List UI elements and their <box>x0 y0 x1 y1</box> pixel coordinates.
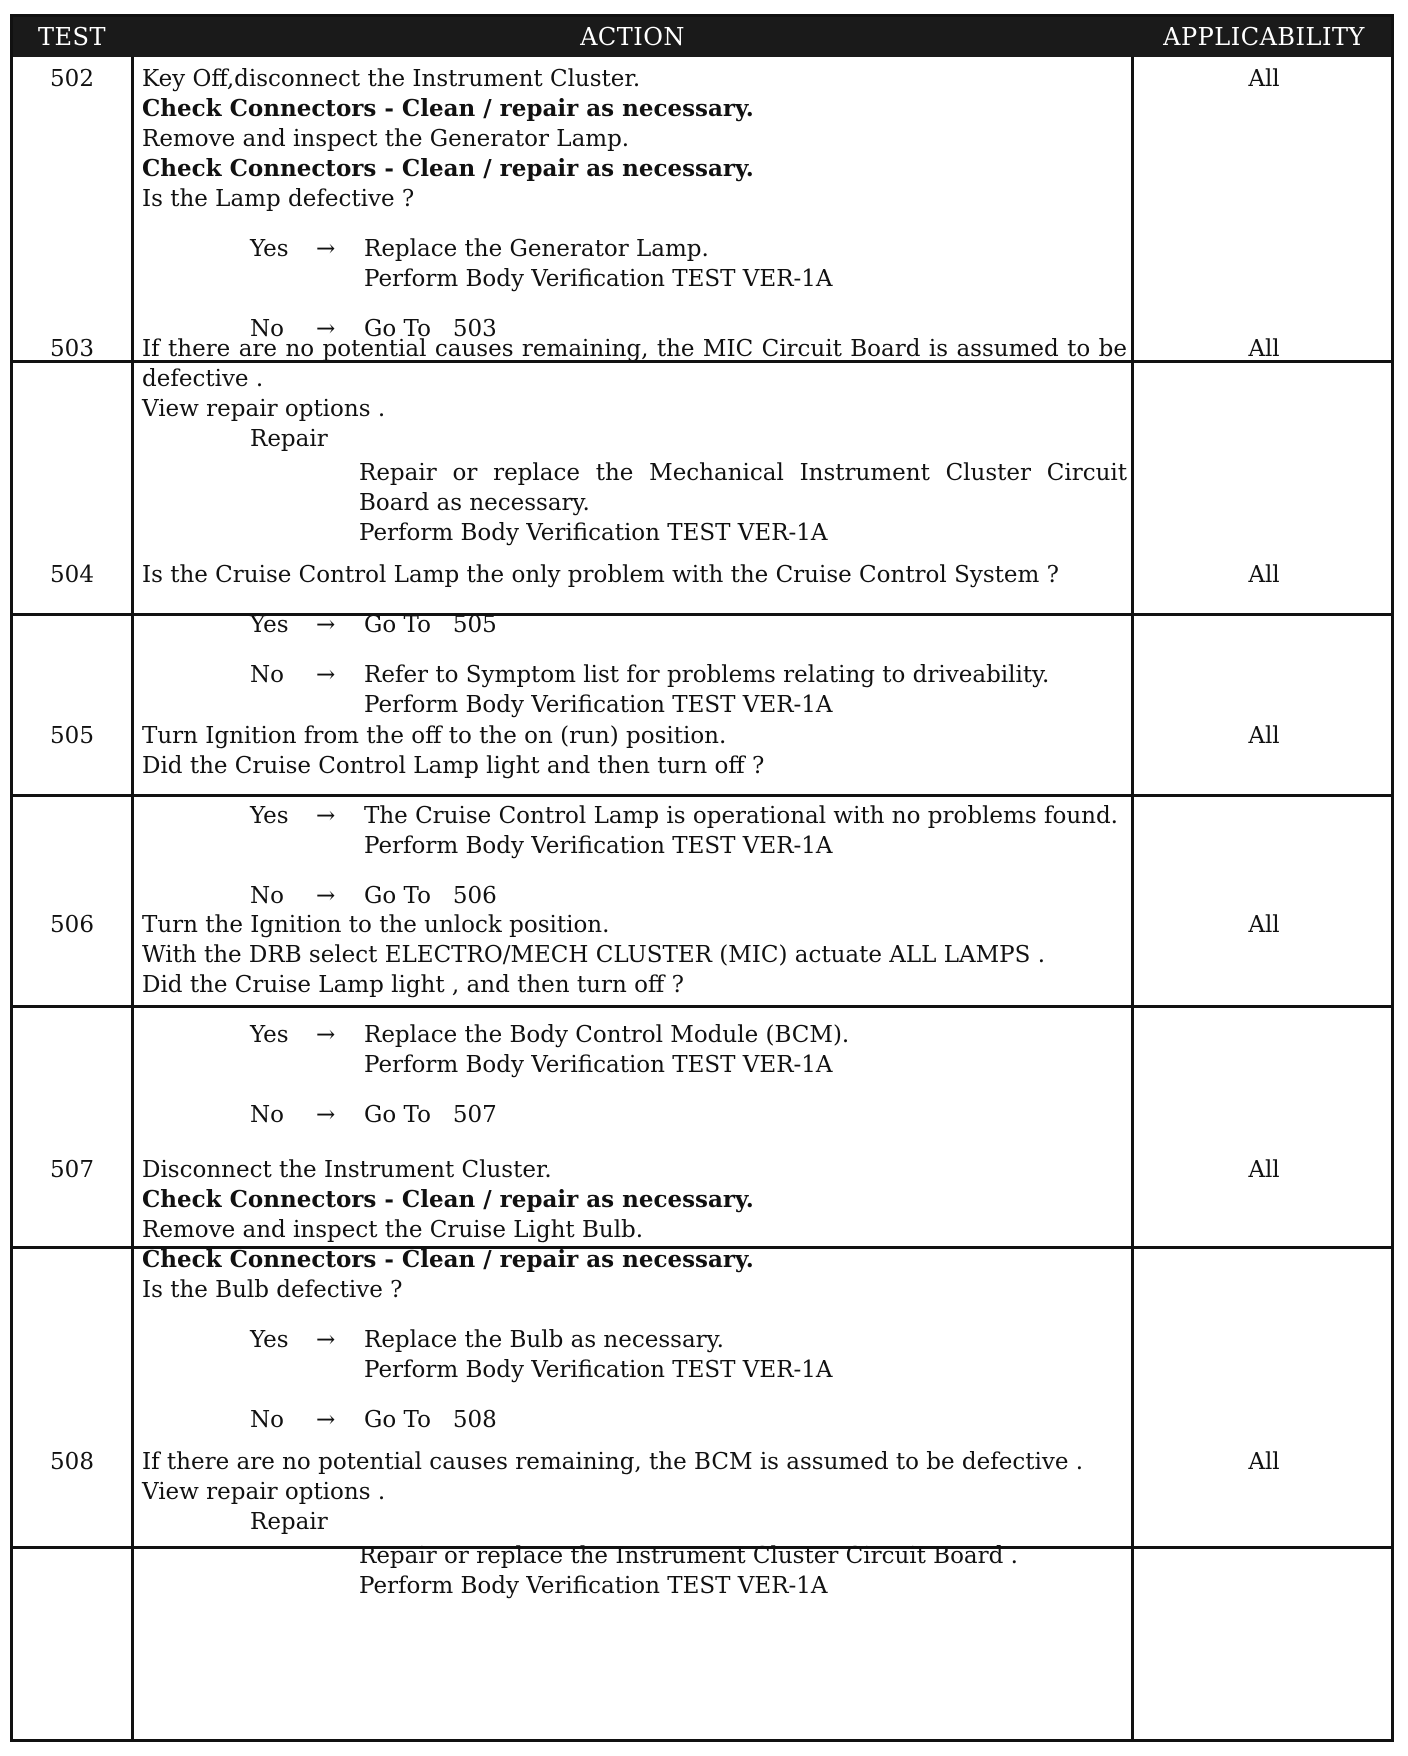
test-number: 506 <box>50 912 94 938</box>
action-line: Is the Cruise Control Lamp the only problem with the Cruise Control System ? <box>142 562 1059 588</box>
repair-text: Perform Body Verification TEST VER-1A <box>359 1573 828 1599</box>
applicability-value: All <box>1248 66 1280 92</box>
branch-result: Perform Body Verification TEST VER-1A <box>364 833 833 859</box>
action-506 <box>142 910 1127 1130</box>
no-label: No <box>250 1102 284 1128</box>
branch-result: The Cruise Control Lamp is operational with no problems found. <box>364 803 1118 829</box>
repair-text: Perform Body Verification TEST VER-1A <box>359 520 828 546</box>
action-line: Disconnect the Instrument Cluster. <box>142 1157 552 1183</box>
column-divider <box>1131 57 1134 1739</box>
branch-result: Go To 508 <box>364 1407 497 1433</box>
action-line-bold: Check Connectors - Clean / repair as necessary. <box>142 95 754 122</box>
action-line: Did the Cruise Control Lamp light and then turn off ? <box>142 753 765 779</box>
arrow-icon: → <box>316 1327 336 1353</box>
applicability-value: All <box>1248 1449 1280 1475</box>
repair-text: Repair or replace the Mechanical Instrument Cluster Circuit Board as necessary. <box>359 460 1127 516</box>
action-507 <box>142 1155 1127 1435</box>
action-line: Turn Ignition from the off to the on (run) position. <box>142 723 727 749</box>
test-number: 504 <box>50 562 94 588</box>
yes-branch <box>142 234 1127 294</box>
branch-result: Go To 507 <box>364 1102 497 1128</box>
branch-result: Replace the Bulb as necessary. <box>364 1327 724 1353</box>
arrow-icon: → <box>316 662 336 688</box>
arrow-icon: → <box>316 612 336 638</box>
branch-result: Replace the Body Control Module (BCM). <box>364 1022 850 1048</box>
no-label: No <box>250 662 284 688</box>
no-label: No <box>250 316 284 342</box>
action-line-bold: Check Connectors - Clean / repair as necessary. <box>142 1186 754 1213</box>
action-line: With the DRB select ELECTRO/MECH CLUSTER (MIC) actuate ALL LAMPS . <box>142 942 1046 968</box>
test-number: 502 <box>50 66 94 92</box>
applicability-value: All <box>1248 723 1280 749</box>
yes-label: Yes <box>250 1022 289 1048</box>
arrow-icon: → <box>316 316 336 342</box>
action-505 <box>142 721 1127 911</box>
applicability-value: All <box>1248 336 1280 362</box>
arrow-icon: → <box>316 803 336 829</box>
branch-result: Refer to Symptom list for problems relating to driveability. <box>364 662 1050 688</box>
repair-label: Repair <box>250 426 328 452</box>
yes-branch <box>142 1020 1127 1080</box>
branch-result: Perform Body Verification TEST VER-1A <box>364 266 833 292</box>
yes-label: Yes <box>250 236 289 262</box>
yes-label: Yes <box>250 803 289 829</box>
action-502 <box>142 64 1127 344</box>
header-applicability: APPLICABILITY <box>1163 23 1365 51</box>
branch-result: Go To 506 <box>364 883 497 909</box>
no-branch <box>142 660 1127 720</box>
action-line: Remove and inspect the Generator Lamp. <box>142 126 630 152</box>
action-line: Is the Lamp defective ? <box>142 186 415 212</box>
repair-text: Repair or replace the Instrument Cluster Circuit Board . <box>359 1543 1018 1569</box>
branch-result: Perform Body Verification TEST VER-1A <box>364 1052 833 1078</box>
yes-branch <box>142 1325 1127 1385</box>
arrow-icon: → <box>316 1022 336 1048</box>
diagnostic-test-table <box>10 14 1394 1742</box>
column-divider <box>131 57 134 1739</box>
action-line: Is the Bulb defective ? <box>142 1277 403 1303</box>
arrow-icon: → <box>316 236 336 262</box>
no-branch <box>142 881 1127 911</box>
branch-result: Perform Body Verification TEST VER-1A <box>364 1357 833 1383</box>
action-line: Key Off,disconnect the Instrument Cluster. <box>142 66 641 92</box>
action-line: View repair options . <box>142 1479 386 1505</box>
test-number: 505 <box>50 723 94 749</box>
action-508 <box>142 1447 1127 1601</box>
applicability-value: All <box>1248 1157 1280 1183</box>
action-504 <box>142 560 1127 720</box>
applicability-value: All <box>1248 912 1280 938</box>
yes-label: Yes <box>250 1327 289 1353</box>
arrow-icon: → <box>316 883 336 909</box>
action-503 <box>142 334 1127 548</box>
repair-label: Repair <box>250 1509 328 1535</box>
test-number: 508 <box>50 1449 94 1475</box>
action-line: Remove and inspect the Cruise Light Bulb. <box>142 1217 644 1243</box>
header-action: ACTION <box>580 23 685 51</box>
action-line: If there are no potential causes remaining, the MIC Circuit Board is assumed to be defective . <box>142 336 1127 392</box>
test-number: 507 <box>50 1157 94 1183</box>
arrow-icon: → <box>316 1102 336 1128</box>
action-line-bold: Check Connectors - Clean / repair as necessary. <box>142 1246 754 1273</box>
yes-branch <box>142 610 1127 640</box>
branch-result: Go To 505 <box>364 612 497 638</box>
branch-result: Perform Body Verification TEST VER-1A <box>364 692 833 718</box>
branch-result: Replace the Generator Lamp. <box>364 236 709 262</box>
action-line: Turn the Ignition to the unlock position. <box>142 912 610 938</box>
applicability-value: All <box>1248 562 1280 588</box>
yes-label: Yes <box>250 612 289 638</box>
no-label: No <box>250 1407 284 1433</box>
no-branch <box>142 1405 1127 1435</box>
no-label: No <box>250 883 284 909</box>
yes-branch <box>142 801 1127 861</box>
arrow-icon: → <box>316 1407 336 1433</box>
no-branch <box>142 1100 1127 1130</box>
action-line: View repair options . <box>142 396 386 422</box>
action-line: If there are no potential causes remaining, the BCM is assumed to be defective . <box>142 1449 1084 1475</box>
test-number: 503 <box>50 336 94 362</box>
header-test: TEST <box>38 23 106 51</box>
action-line-bold: Check Connectors - Clean / repair as necessary. <box>142 155 754 182</box>
branch-result: Go To 503 <box>364 316 497 342</box>
action-line: Did the Cruise Lamp light , and then turn off ? <box>142 972 684 998</box>
table-header <box>13 17 1391 57</box>
